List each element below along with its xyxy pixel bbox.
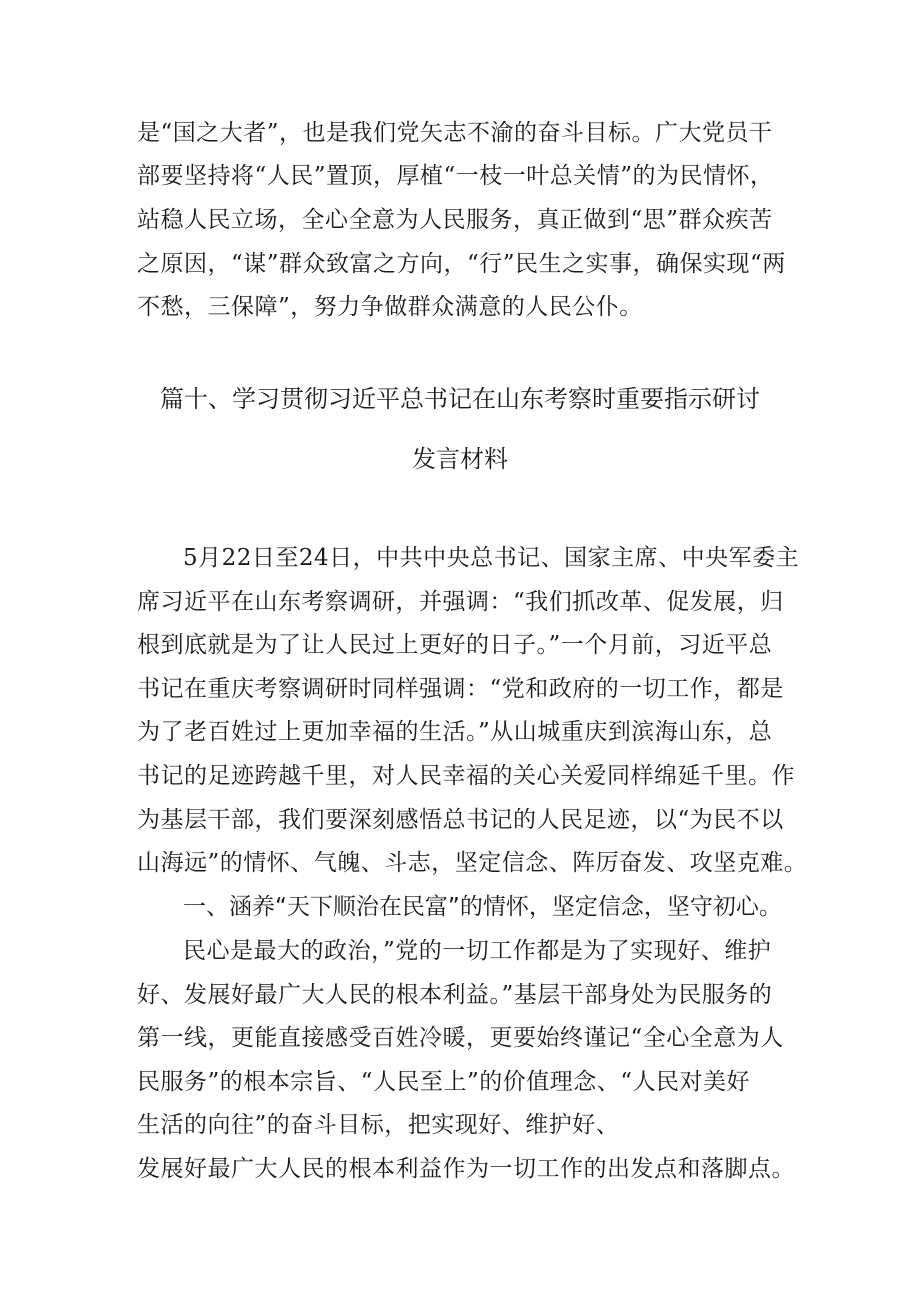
article-title-line-1: 篇十、学习贯彻习近平总书记在山东考察时重要指示研讨 bbox=[160, 385, 760, 413]
intro-line-4: 之原因，“谋”群众致富之方向，“行”民生之实事，确保实现“两 bbox=[137, 251, 786, 277]
body2-line-1: 民心是最大的政治，”党的一切工作都是为了实现好、维护 bbox=[183, 938, 772, 964]
body1-line-5: 为了老百姓过上更加幸福的生活。”从山城重庆到滨海山东，总 bbox=[137, 719, 773, 745]
body1-line-3: 根到底就是为了让人民过上更好的日子。”一个月前，习近平总 bbox=[137, 632, 773, 658]
body2-line-6: 发展好最广大人民的根本利益作为一切工作的出发点和落脚点。 bbox=[137, 1156, 795, 1182]
body2-line-2: 好、发展好最广大人民的根本利益。”基层干部身处为民服务的 bbox=[137, 982, 773, 1008]
body1-line-6: 书记的足迹跨越千里，对人民幸福的关心关爱同样绵延千里。作 bbox=[137, 763, 795, 789]
body1-line-2: 席习近平在山东考察调研，并强调：“我们抓改革、促发展，归 bbox=[137, 589, 784, 615]
article-title-line-2: 发言材料 bbox=[412, 445, 508, 473]
body1-line-1: 5月22日至24日，中共中央总书记、国家主席、中央军委主 bbox=[183, 545, 800, 571]
body1-line-8: 山海远”的情怀、气魄、斗志，坚定信念、阵厉奋发、攻坚克难。 bbox=[137, 850, 808, 876]
section-heading-1: 一、涵养“天下顺治在民富”的情怀，坚定信念，坚守初心。 bbox=[183, 894, 782, 920]
intro-line-2: 部要坚持将“人民”置顶，厚植“一枝一叶总关情”的为民情怀， bbox=[137, 163, 774, 189]
intro-line-1: 是“国之大者”，也是我们党矢志不渝的奋斗目标。广大党员干 bbox=[137, 120, 773, 146]
body1-line-7: 为基层干部，我们要深刻感悟总书记的人民足迹，以“为民不以 bbox=[137, 807, 784, 833]
body2-line-3: 第一线，更能直接感受百姓冷暖，更要始终谨记“全心全意为人 bbox=[137, 1025, 784, 1051]
intro-line-3: 站稳人民立场，全心全意为人民服务，真正做到“思”群众疾苦 bbox=[137, 207, 773, 233]
intro-line-5: 不愁，三保障”，努力争做群众满意的人民公仆。 bbox=[137, 294, 643, 320]
body1-line-4: 书记在重庆考察调研时同样强调：“党和政府的一切工作，都是 bbox=[137, 676, 784, 702]
body2-line-4: 民服务”的根本宗旨、“人民至上”的价值理念、“人民对美好 bbox=[137, 1069, 751, 1095]
body2-line-5: 生活的向往”的奋斗目标，把实现好、维护好、 bbox=[137, 1112, 620, 1138]
